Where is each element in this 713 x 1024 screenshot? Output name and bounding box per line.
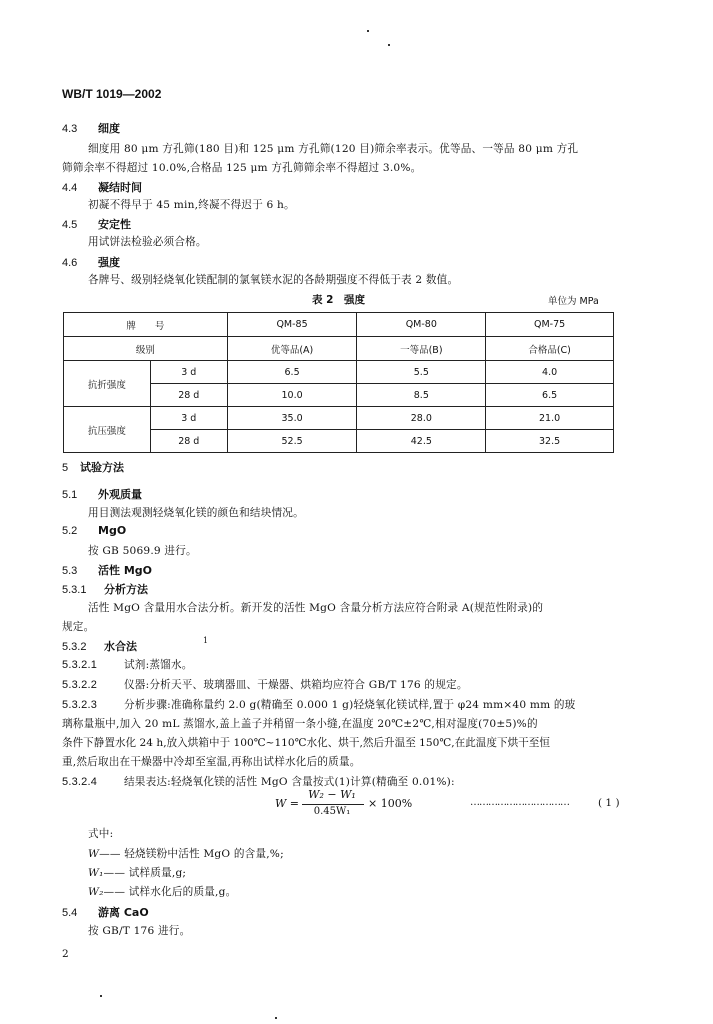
fraction-bar bbox=[302, 804, 364, 805]
table-cell: 6.5 bbox=[227, 361, 357, 384]
variable-symbol: W₂ bbox=[88, 886, 104, 898]
table-cell-age: 28 d bbox=[150, 384, 227, 407]
table-header-cell: QM-80 bbox=[357, 313, 486, 337]
section-5-heading bbox=[62, 459, 124, 475]
scan-speck bbox=[100, 995, 102, 997]
section-4-3-heading bbox=[62, 120, 120, 136]
table-header-cell: 优等品(A) bbox=[227, 337, 357, 361]
scan-speck bbox=[388, 44, 390, 46]
section-number: 4.6 bbox=[62, 257, 78, 269]
row-group-label: 抗折强度 bbox=[64, 361, 151, 407]
subclause-5-3-2-1 bbox=[62, 657, 193, 672]
section-title: 分析方法 bbox=[104, 583, 148, 596]
section-title: 凝结时间 bbox=[98, 181, 142, 194]
section-number: 5.2 bbox=[62, 525, 78, 537]
paragraph-line: 细度用 80 μm 方孔筛(180 目)和 125 μm 方孔筛(120 目)筛余率表示。优等品、一等品 80 μm 方孔 bbox=[88, 143, 579, 155]
table-cell: 4.0 bbox=[486, 361, 614, 384]
paragraph-line: 重,然后取出在干燥器中冷却至室温,再称出试样水化后的质量。 bbox=[62, 756, 361, 768]
table-header-cell: QM-75 bbox=[486, 313, 614, 337]
subclause-text: 仪器:分析天平、玻璃器皿、干燥器、烘箱均应符合 GB/T 176 的规定。 bbox=[124, 679, 468, 691]
section-number: 5.3.2.1 bbox=[62, 659, 98, 671]
section-title: 强度 bbox=[98, 256, 120, 269]
variable-symbol: W₁ bbox=[88, 867, 104, 879]
section-5-2-heading bbox=[62, 524, 126, 537]
paragraph-line: 璃称量瓶中,加入 20 mL 蒸馏水,盖上盖子并稍留一条小缝,在温度 20℃±2℃,相对湿度(70±5)%的 bbox=[62, 718, 538, 730]
section-4-4-heading bbox=[62, 179, 142, 195]
variable-symbol: W bbox=[88, 848, 100, 860]
section-title: 试验方法 bbox=[80, 461, 124, 474]
table-cell-age: 28 d bbox=[150, 430, 227, 453]
table-caption: 表 2 强度 bbox=[312, 294, 365, 306]
standard-number: WB/T 1019—2002 bbox=[62, 87, 162, 101]
formula-numerator: W₂ − W₁ bbox=[308, 788, 356, 801]
section-5-3-1-heading bbox=[62, 581, 148, 597]
subclause-5-3-2-4 bbox=[62, 774, 455, 789]
section-4-5-heading bbox=[62, 216, 131, 232]
variable-description: —— 轻烧镁粉中活性 MgO 的含量,%; bbox=[99, 848, 284, 860]
section-number: 5.3.2 bbox=[62, 641, 87, 653]
formula-leader-dots: …………………………… bbox=[470, 797, 569, 808]
formula-lhs: W = bbox=[275, 797, 300, 810]
section-title: 安定性 bbox=[98, 218, 131, 231]
paragraph-line: 各牌号、级别轻烧氧化镁配制的氯氧镁水泥的各龄期强度不得低于表 2 数值。 bbox=[88, 274, 459, 286]
subclause-text: 分析步骤:准确称量约 2.0 g(精确至 0.000 1 g)轻烧氧化镁试样,置于 φ24 mm×40 mm 的玻 bbox=[124, 699, 576, 711]
table-header-brand: 牌 号 bbox=[64, 313, 228, 337]
variable-description: —— 试样质量,g; bbox=[103, 867, 187, 879]
section-title: 外观质量 bbox=[98, 488, 142, 501]
strength-table bbox=[63, 312, 614, 453]
table-cell: 21.0 bbox=[486, 407, 614, 430]
table-cell: 52.5 bbox=[227, 430, 357, 453]
paragraph-line: 条件下静置水化 24 h,放入烘箱中于 100℃~110℃水化、烘干,然后升温至 150℃,在此温度下烘干至恒 bbox=[62, 737, 550, 749]
section-5-4-heading bbox=[62, 904, 149, 920]
table-cell: 5.5 bbox=[357, 361, 486, 384]
section-number: 5.3.2.2 bbox=[62, 679, 98, 691]
formula-number: ( 1 ) bbox=[598, 797, 620, 809]
table-row-grade bbox=[64, 337, 614, 361]
section-number: 5.3.2.3 bbox=[62, 699, 98, 711]
paragraph-line: 按 GB/T 176 进行。 bbox=[88, 925, 191, 937]
table-cell: 35.0 bbox=[227, 407, 357, 430]
table-cell: 8.5 bbox=[357, 384, 486, 407]
scan-speck bbox=[367, 30, 369, 32]
table-unit: 单位为 MPa bbox=[548, 296, 599, 307]
where-item bbox=[88, 865, 186, 880]
page-number: 2 bbox=[62, 948, 69, 960]
table-cell: 6.5 bbox=[486, 384, 614, 407]
formula-rhs: × 100% bbox=[368, 797, 413, 810]
paragraph-line: 初凝不得早于 45 min,终凝不得迟于 6 h。 bbox=[88, 199, 295, 211]
section-title: 水合法 bbox=[104, 640, 137, 653]
table-header-cell: 合格品(C) bbox=[486, 337, 614, 361]
section-number: 5.1 bbox=[62, 489, 78, 501]
paragraph-line: 筛筛余率不得超过 10.0%,合格品 125 μm 方孔筛筛余率不得超过 3.0%。 bbox=[62, 162, 422, 174]
where-item bbox=[88, 846, 284, 861]
table-row bbox=[64, 407, 614, 430]
table-cell-age: 3 d bbox=[150, 361, 227, 384]
table-cell-age: 3 d bbox=[150, 407, 227, 430]
scan-speck bbox=[275, 1017, 277, 1019]
table-cell: 28.0 bbox=[357, 407, 486, 430]
subclause-5-3-2-2 bbox=[62, 677, 468, 692]
paragraph-line: 用目测法观测轻烧氧化镁的颜色和结块情况。 bbox=[88, 507, 304, 519]
section-number: 4.3 bbox=[62, 123, 78, 135]
section-5-3-2-heading bbox=[62, 638, 137, 654]
paragraph-line: 按 GB 5069.9 进行。 bbox=[88, 545, 197, 557]
row-group-label: 抗压强度 bbox=[64, 407, 151, 453]
section-5-3-heading bbox=[62, 562, 152, 578]
section-number: 5.4 bbox=[62, 907, 78, 919]
section-number: 4.5 bbox=[62, 219, 78, 231]
table-cell: 32.5 bbox=[486, 430, 614, 453]
section-number: 5.3.1 bbox=[62, 584, 87, 596]
subclause-5-3-2-3 bbox=[62, 697, 575, 712]
subclause-text: 试剂:蒸馏水。 bbox=[124, 659, 193, 671]
table-row bbox=[64, 361, 614, 384]
section-number: 5.3 bbox=[62, 565, 78, 577]
section-title: 游离 CaO bbox=[98, 906, 149, 919]
section-4-6-heading bbox=[62, 254, 120, 270]
table-header-cell: 一等品(B) bbox=[357, 337, 486, 361]
margin-mark: 1 bbox=[203, 636, 209, 645]
section-title: 细度 bbox=[98, 122, 120, 135]
section-number: 5 bbox=[62, 462, 69, 474]
table-cell: 10.0 bbox=[227, 384, 357, 407]
section-title: 活性 MgO bbox=[98, 564, 153, 577]
formula-denominator: 0.45W₁ bbox=[313, 806, 351, 817]
where-item bbox=[88, 884, 236, 899]
table-row-brand bbox=[64, 313, 614, 337]
section-5-1-heading bbox=[62, 486, 142, 502]
paragraph-line: 规定。 bbox=[62, 621, 95, 633]
paragraph-line: 活性 MgO 含量用水合法分析。新开发的活性 MgO 含量分析方法应符合附录 A(规范性附录)的 bbox=[88, 602, 544, 614]
table-header-cell: QM-85 bbox=[227, 313, 357, 337]
subclause-text: 结果表达:轻烧氧化镁的活性 MgO 含量按式(1)计算(精确至 0.01%): bbox=[124, 776, 455, 788]
table-cell: 42.5 bbox=[357, 430, 486, 453]
table-header-grade: 级别 bbox=[64, 337, 228, 361]
section-number: 5.3.2.4 bbox=[62, 776, 98, 788]
variable-description: —— 试样水化后的质量,g。 bbox=[103, 886, 237, 898]
section-number: 4.4 bbox=[62, 182, 78, 194]
where-intro: 式中: bbox=[88, 828, 114, 840]
paragraph-line: 用试饼法检验必须合格。 bbox=[88, 236, 207, 248]
section-title: MgO bbox=[98, 524, 127, 537]
